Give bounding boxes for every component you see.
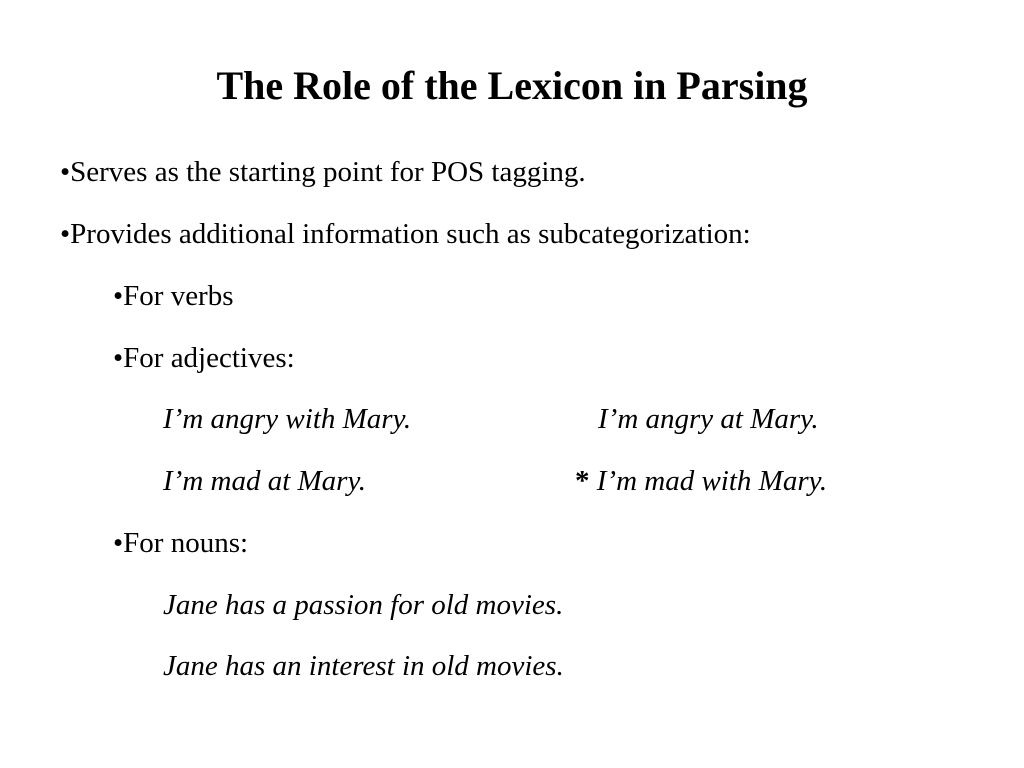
bullet-subcategorization: •Provides additional information such as subcategorization:	[60, 218, 751, 250]
example-angry-with: I’m angry with Mary.	[163, 403, 412, 435]
slide-title: The Role of the Lexicon in Parsing	[216, 63, 808, 108]
example-mad-with: I’m mad with Mary.	[596, 465, 828, 497]
example-mad-at: I’m mad at Mary.	[163, 465, 366, 497]
example-angry-at: I’m angry at Mary.	[598, 403, 819, 435]
ungrammatical-marker: *	[575, 465, 590, 497]
bullet-pos-tagging: •Serves as the starting point for POS tagging.	[60, 156, 586, 188]
sub-bullet-verbs: •For verbs	[113, 280, 234, 312]
example-interest-in: Jane has an interest in old movies.	[163, 650, 564, 682]
example-mad-with-row	[575, 463, 827, 499]
sub-bullet-nouns: •For nouns:	[113, 527, 249, 559]
sub-bullet-adjectives: •For adjectives:	[113, 342, 295, 374]
example-passion-for: Jane has a passion for old movies.	[163, 589, 564, 621]
